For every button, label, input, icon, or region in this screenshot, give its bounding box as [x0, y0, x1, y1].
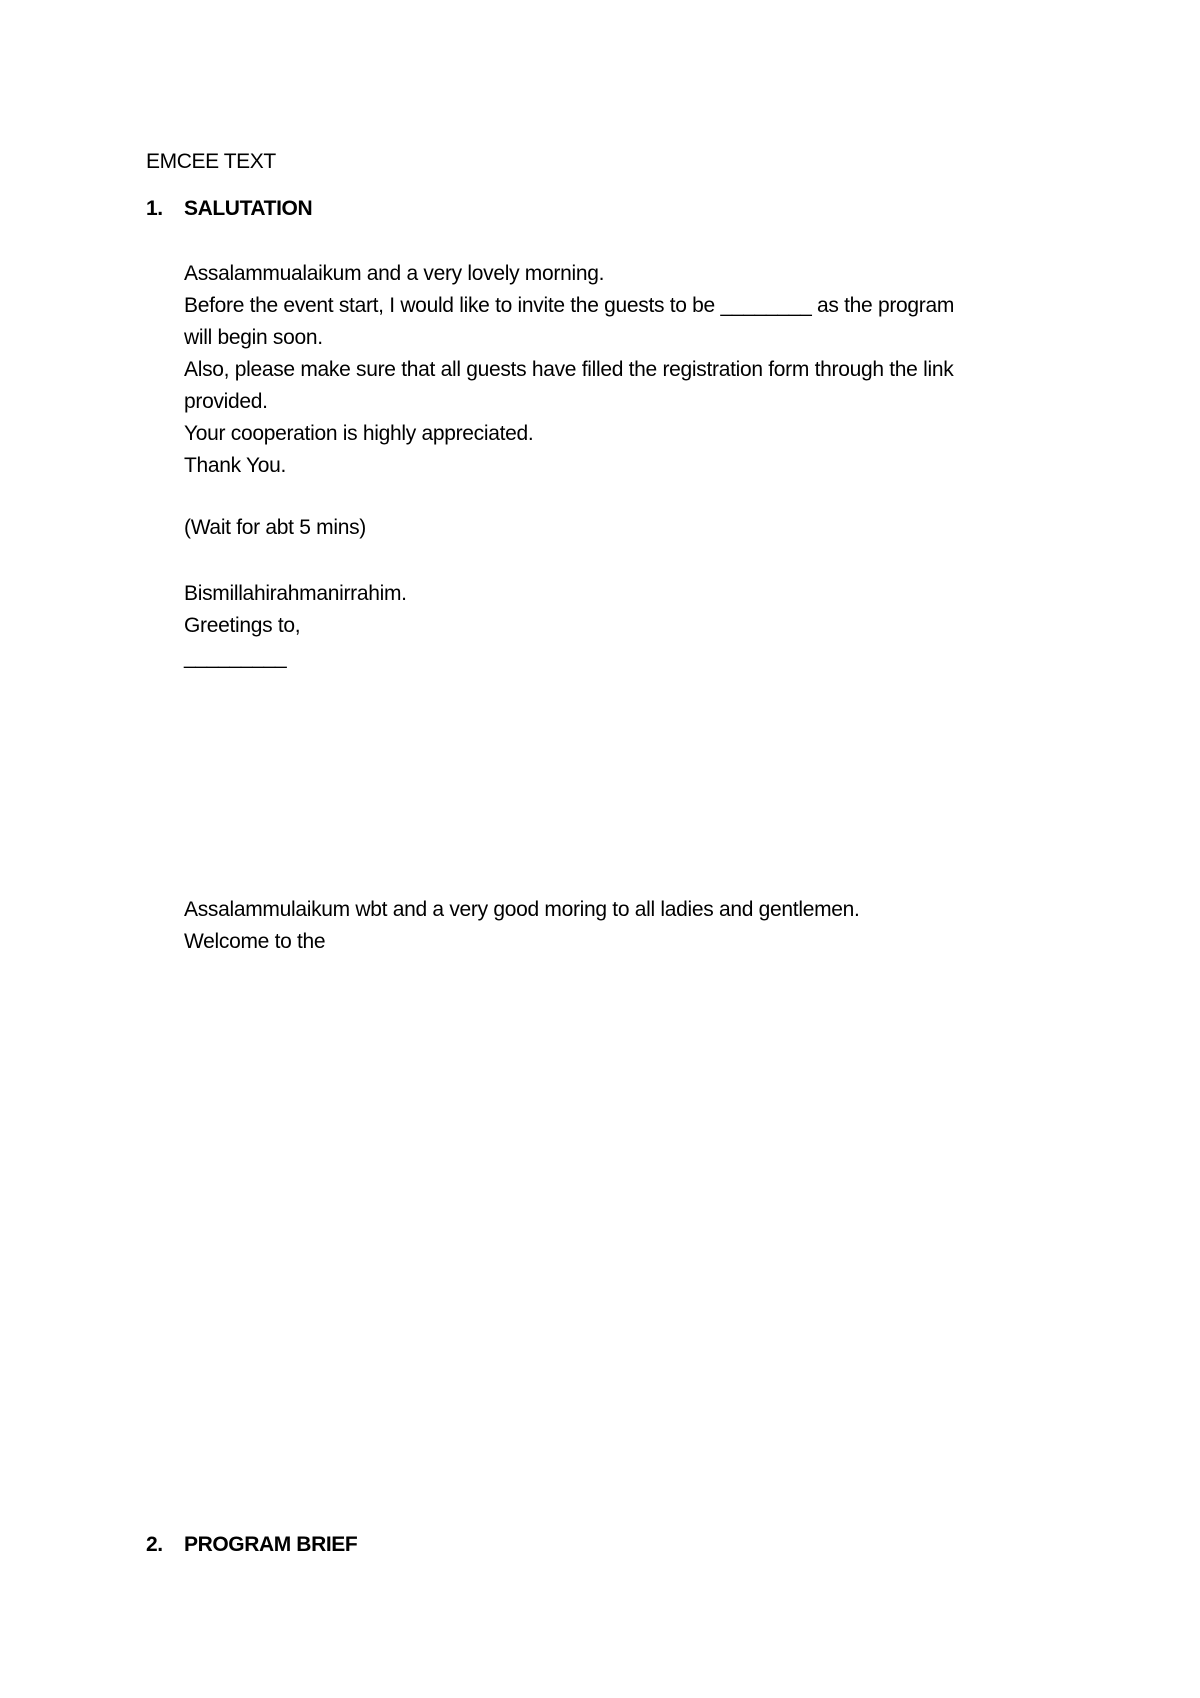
- section-heading-program-brief: [146, 1531, 357, 1559]
- salutation-paragraph-welcome: [184, 894, 1044, 958]
- text-line: Before the event start, I would like to invite the guests to be ________ as the program: [184, 294, 955, 317]
- section-heading-salutation: [146, 195, 312, 223]
- text-line: Bismillahirahmanirrahim.: [184, 582, 407, 605]
- blank-line: _________: [184, 646, 287, 669]
- document-title: EMCEE TEXT: [146, 150, 276, 173]
- text-line: Welcome to the: [184, 930, 326, 953]
- text-line: will begin soon.: [184, 326, 323, 349]
- section-title: SALUTATION: [184, 197, 313, 220]
- wait-note: [184, 512, 1044, 544]
- section-title: PROGRAM BRIEF: [184, 1533, 358, 1556]
- text-line: (Wait for abt 5 mins): [184, 516, 366, 539]
- section-number: 2.: [146, 1533, 163, 1556]
- section-number: 1.: [146, 197, 163, 220]
- text-line: provided.: [184, 390, 268, 413]
- salutation-paragraph-greetings: [184, 578, 1044, 674]
- text-line: Thank You.: [184, 454, 287, 477]
- text-line: Assalammualaikum and a very lovely morning.: [184, 262, 605, 285]
- text-line: Greetings to,: [184, 614, 301, 637]
- text-line: Your cooperation is highly appreciated.: [184, 422, 534, 445]
- text-line: Assalammulaikum wbt and a very good moring to all ladies and gentlemen.: [184, 898, 860, 921]
- text-line: Also, please make sure that all guests have filled the registration form through the link: [184, 358, 954, 381]
- salutation-paragraph-intro: [184, 258, 1044, 482]
